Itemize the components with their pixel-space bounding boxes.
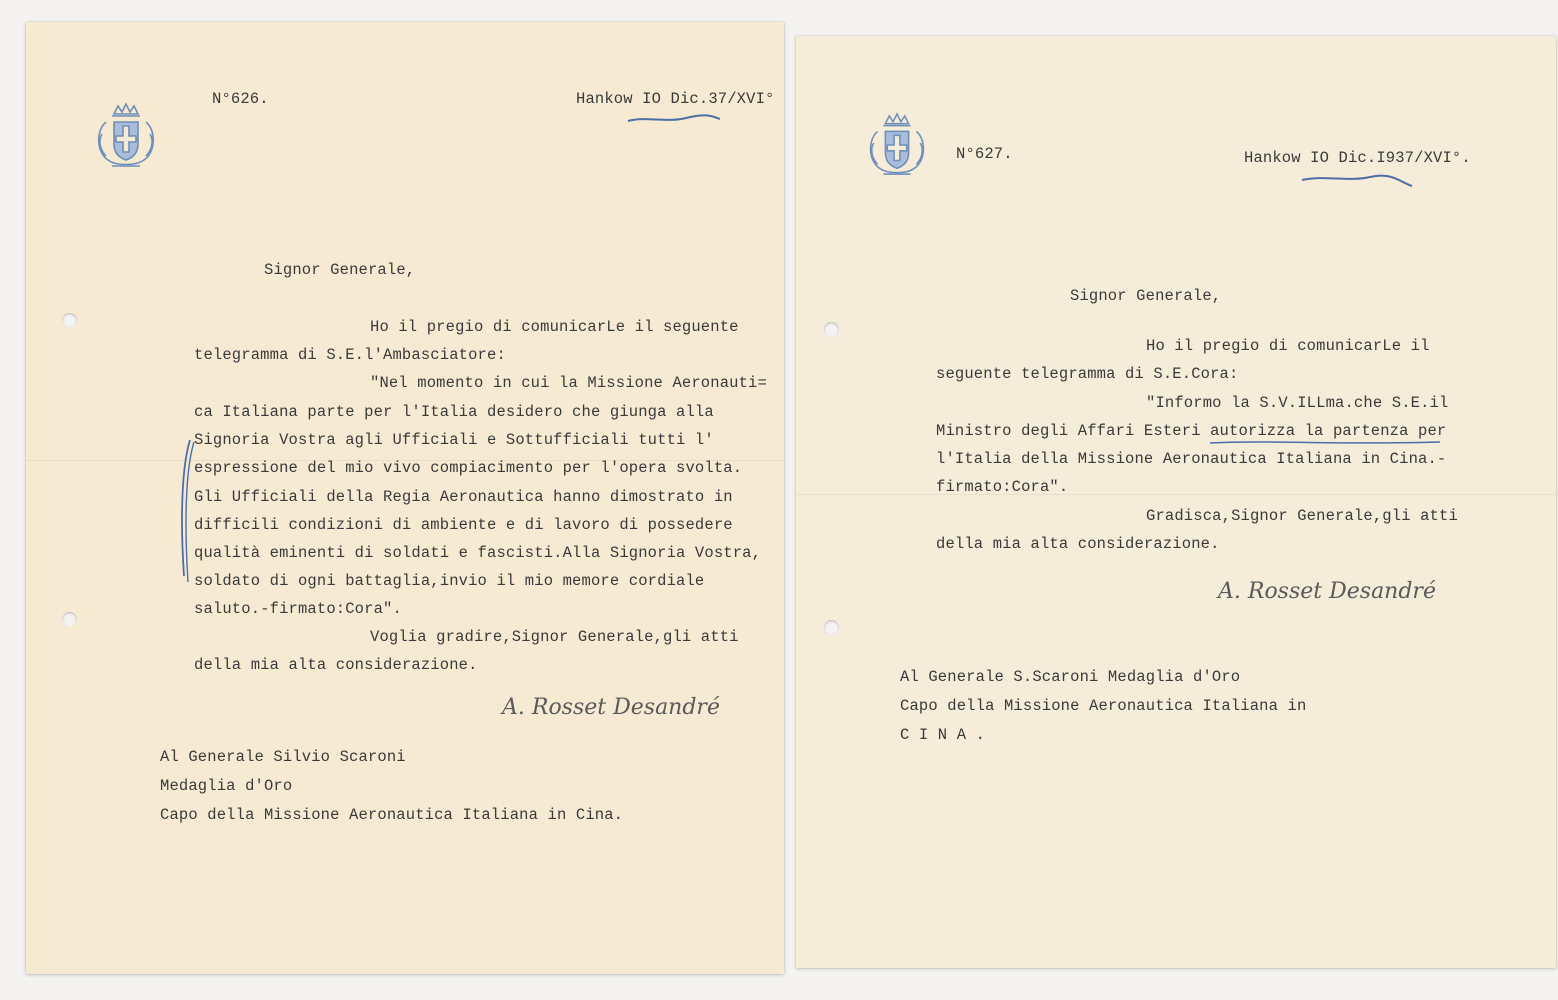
body-line: difficili condizioni di ambiente e di lavoro di possedere bbox=[194, 516, 733, 534]
address-line: C I N A . bbox=[900, 726, 986, 744]
pen-margin-mark bbox=[176, 436, 200, 586]
body-line: espressione del mio vivo compiacimento per l'opera svolta. bbox=[194, 459, 743, 477]
letter-number: N°626. bbox=[212, 90, 269, 108]
signature bbox=[1212, 568, 1472, 614]
body-line: Ministro degli Affari Esteri autorizza la partenza per bbox=[936, 422, 1447, 440]
body-line: ca Italiana parte per l'Italia desidero che giunga alla bbox=[194, 403, 714, 421]
body-line: "Informo la S.V.ILLma.che S.E.il bbox=[1146, 394, 1449, 412]
letter-number: N°627. bbox=[956, 145, 1013, 163]
body-line: soldato di ogni battaglia,invio il mio memore cordiale bbox=[194, 572, 705, 590]
address-line: Medaglia d'Oro bbox=[160, 777, 293, 795]
letter-626 bbox=[26, 22, 784, 974]
body-line: della mia alta considerazione. bbox=[194, 656, 478, 674]
address-line: Al Generale S.Scaroni Medaglia d'Oro bbox=[900, 668, 1241, 686]
body-line: qualità eminenti di soldati e fascisti.Alla Signoria Vostra, bbox=[194, 544, 762, 562]
body-line: Ho il pregio di comunicarLe il seguente bbox=[370, 318, 739, 336]
letter-627 bbox=[796, 36, 1556, 968]
place-date: Hankow IO Dic.37/XVI° bbox=[576, 90, 775, 108]
signature-text: A. Rosset Desandré bbox=[1218, 579, 1436, 604]
address-line: Al Generale Silvio Scaroni bbox=[160, 748, 406, 766]
body-line: Ho il pregio di comunicarLe il bbox=[1146, 337, 1430, 355]
body-line: Signoria Vostra agli Ufficiali e Sottufficiali tutti l' bbox=[194, 431, 714, 449]
body-line: seguente telegramma di S.E.Cora: bbox=[936, 365, 1239, 383]
royal-crest-icon bbox=[866, 110, 928, 180]
signature bbox=[496, 682, 756, 728]
pen-underline bbox=[1208, 438, 1444, 448]
body-line: telegramma di S.E.l'Ambasciatore: bbox=[194, 346, 506, 364]
body-line: "Nel momento in cui la Missione Aeronauti= bbox=[370, 374, 767, 392]
body-line: firmato:Cora". bbox=[936, 478, 1069, 496]
pen-underline bbox=[1300, 172, 1416, 190]
body-line: della mia alta considerazione. bbox=[936, 535, 1220, 553]
punch-hole bbox=[824, 620, 839, 635]
place-date: Hankow IO Dic.I937/XVI°. bbox=[1244, 149, 1471, 167]
punch-hole bbox=[824, 322, 839, 337]
punch-hole bbox=[62, 313, 77, 328]
body-line: Gli Ufficiali della Regia Aeronautica hanno dimostrato in bbox=[194, 488, 733, 506]
body-line: Gradisca,Signor Generale,gli atti bbox=[1146, 507, 1458, 525]
fold-line bbox=[796, 494, 1556, 495]
address-line: Capo della Missione Aeronautica Italiana in Cina. bbox=[160, 806, 624, 824]
signature-text: A. Rosset Desandré bbox=[502, 695, 720, 720]
body-line: Voglia gradire,Signor Generale,gli atti bbox=[370, 628, 739, 646]
salutation: Signor Generale, bbox=[1070, 287, 1222, 305]
punch-hole bbox=[62, 612, 77, 627]
royal-crest-icon bbox=[94, 100, 158, 172]
address-line: Capo della Missione Aeronautica Italiana in bbox=[900, 697, 1307, 715]
body-line: saluto.-firmato:Cora". bbox=[194, 600, 402, 618]
body-line: l'Italia della Missione Aeronautica Italiana in Cina.- bbox=[936, 450, 1447, 468]
pen-underline bbox=[626, 112, 722, 126]
salutation: Signor Generale, bbox=[264, 261, 416, 279]
